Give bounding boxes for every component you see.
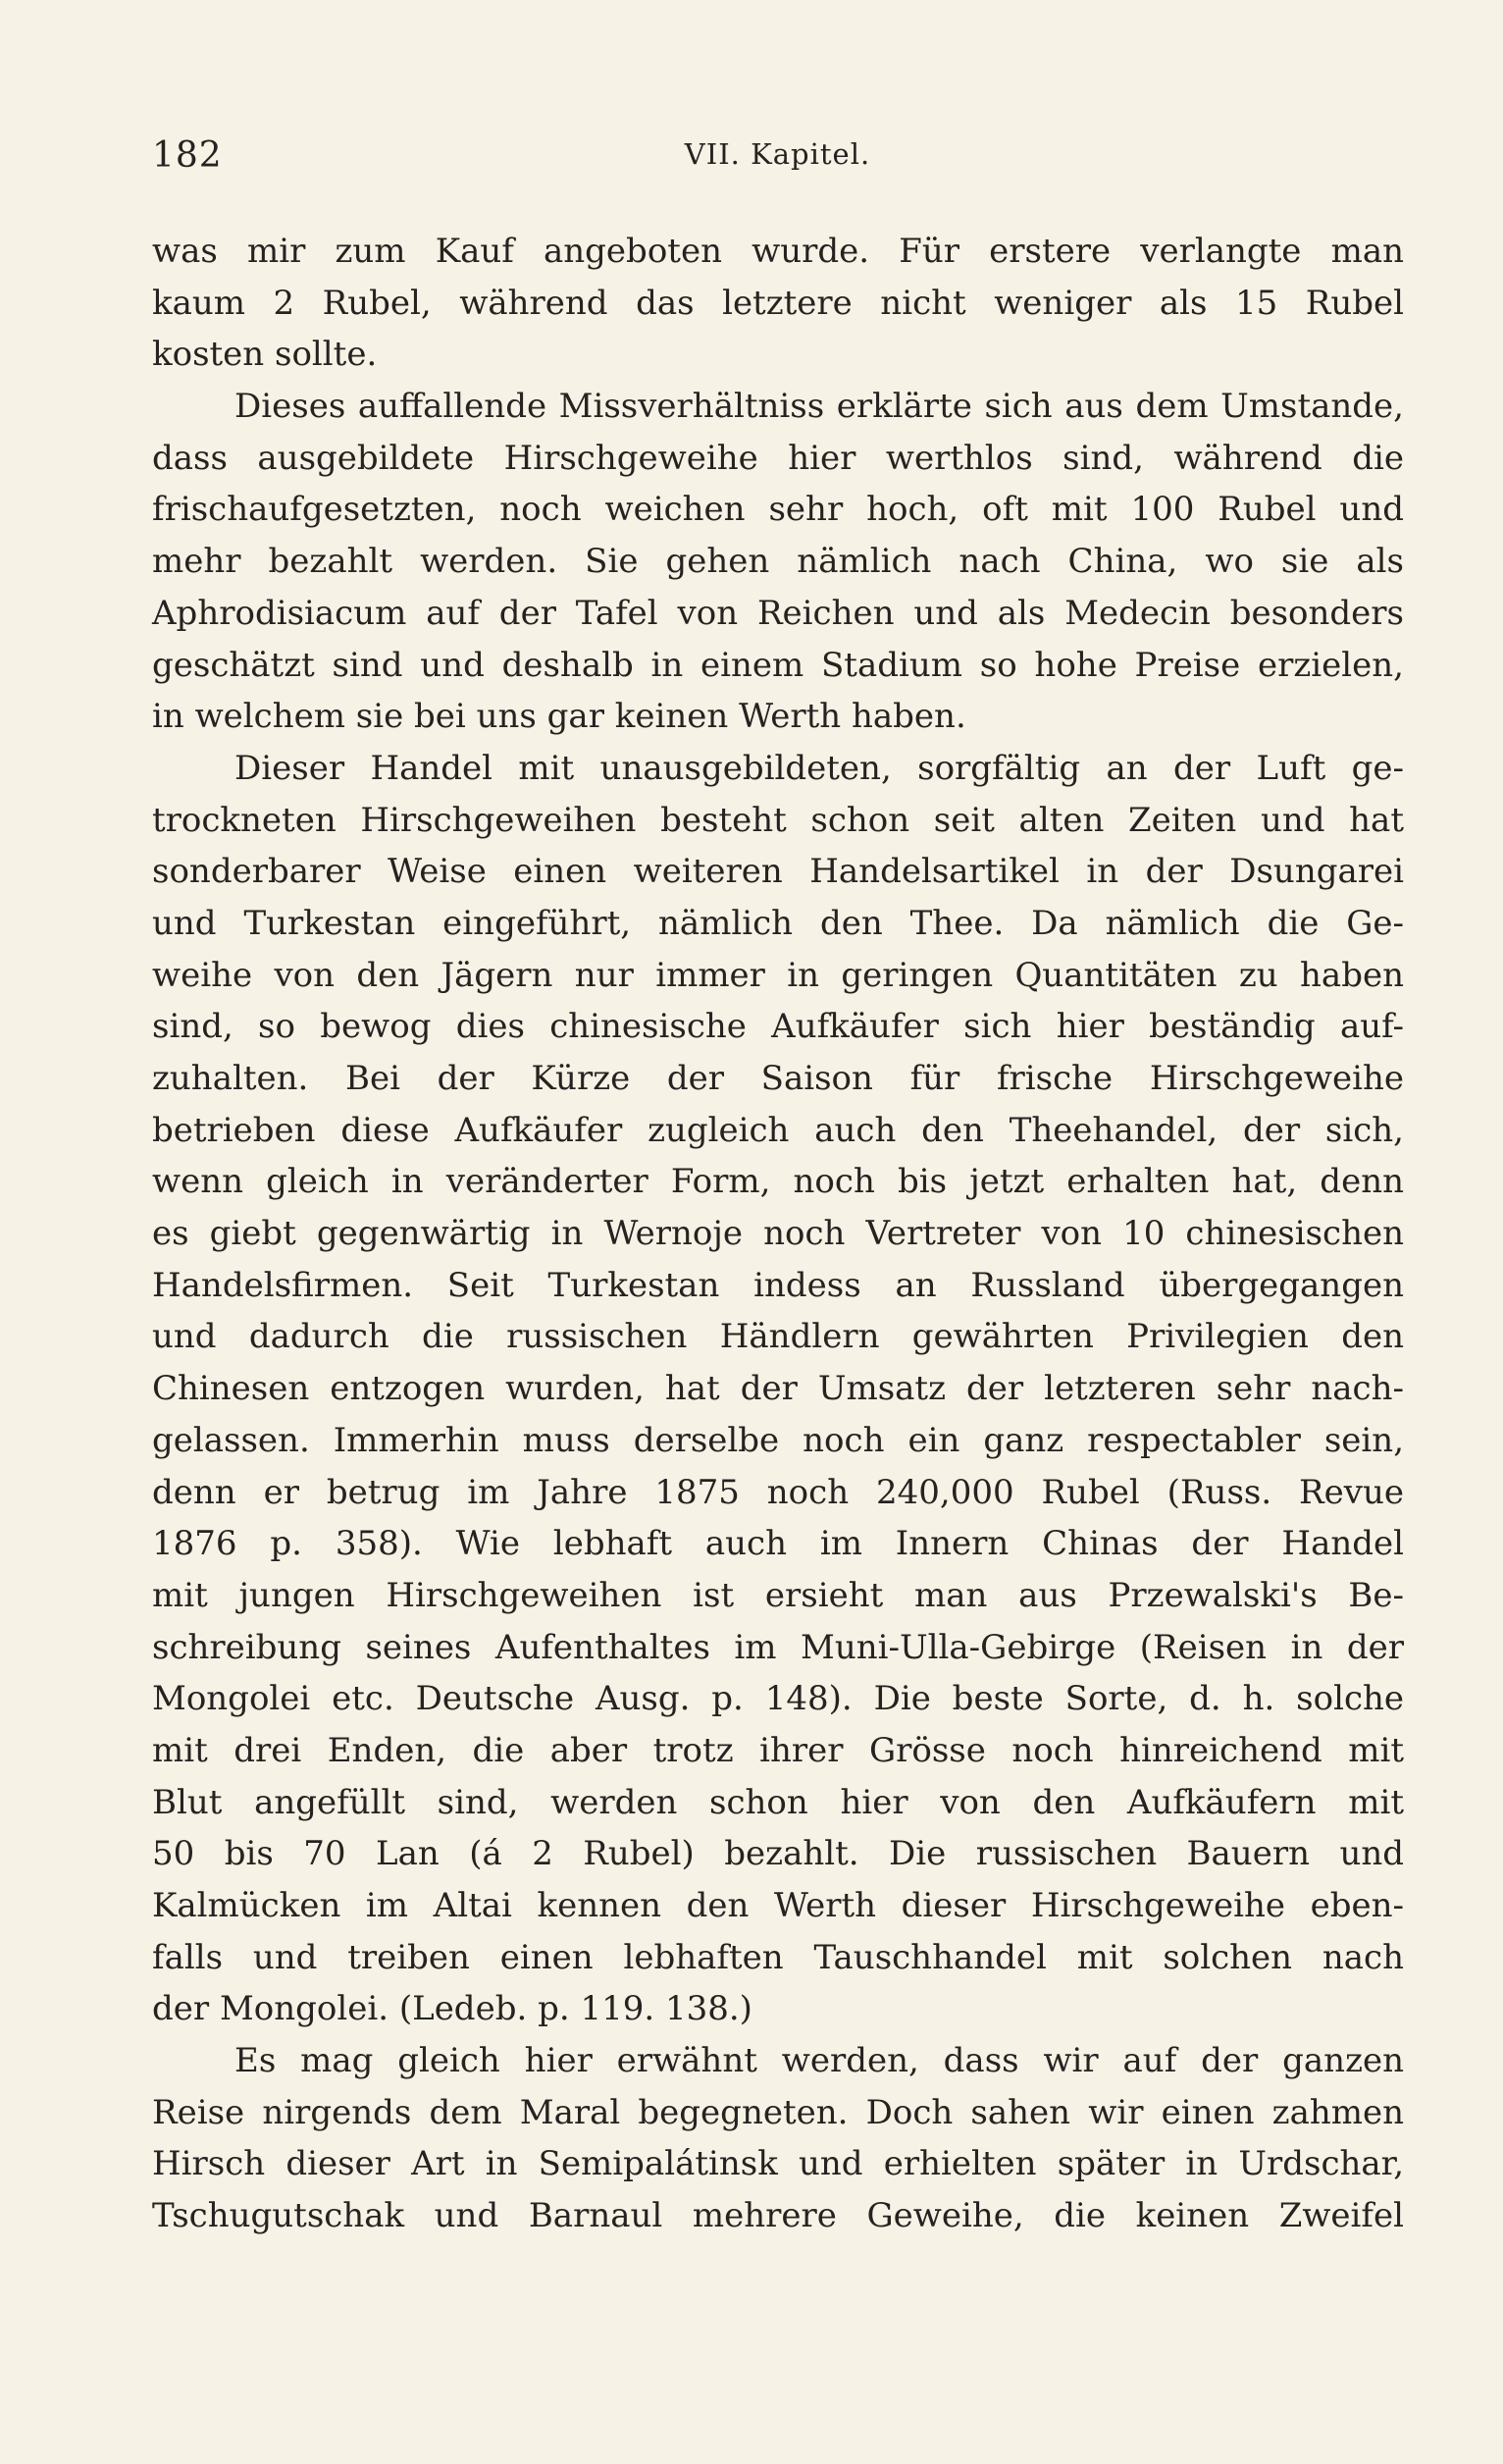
- text-line: wenn gleich in veränderter Form, noch bis jetzt erhalten hat, denn: [152, 1162, 1404, 1202]
- running-head: VII. Kapitel.: [684, 137, 871, 171]
- text-line: was mir zum Kauf angeboten wurde. Für erstere verlangte man: [152, 232, 1404, 271]
- text-line: gelassen. Immerhin muss derselbe noch ein ganz respectabler sein,: [152, 1420, 1404, 1460]
- text-line: Tschugutschak und Barnaul mehrere Geweihe, die keinen Zweifel: [152, 2196, 1404, 2236]
- text-line: 50 bis 70 Lan (á 2 Rubel) bezahlt. Die russischen Bauern und: [152, 1834, 1404, 1874]
- text-line: mit jungen Hirschgeweihen ist ersieht man aus Przewalski's Be-: [152, 1575, 1404, 1615]
- text-line: und dadurch die russischen Händlern gewährten Privilegien den: [152, 1317, 1404, 1357]
- text-line: trockneten Hirschgeweihen besteht schon seit alten Zeiten und hat: [152, 800, 1404, 840]
- page-header: [152, 135, 1403, 184]
- text-line: sonderbarer Weise einen weiteren Handelsartikel in der Dsungarei: [152, 852, 1404, 892]
- text-line: schreibung seines Aufenthaltes im Muni-Ulla-Gebirge (Reisen in der: [152, 1627, 1404, 1667]
- text-line: Es mag gleich hier erwähnt werden, dass wir auf der ganzen: [234, 2041, 1404, 2081]
- text-line: Kalmücken im Altai kennen den Werth dieser Hirschgeweihe eben-: [152, 1886, 1404, 1925]
- text-line: mit drei Enden, die aber trotz ihrer Grösse noch hinreichend mit: [152, 1730, 1404, 1770]
- text-line: und Turkestan eingeführt, nämlich den Thee. Da nämlich die Ge-: [152, 903, 1404, 943]
- text-line: zuhalten. Bei der Kürze der Saison für frische Hirschgeweihe: [152, 1059, 1404, 1098]
- text-line: mehr bezahlt werden. Sie gehen nämlich nach China, wo sie als: [152, 542, 1404, 582]
- text-line: Mongolei etc. Deutsche Ausg. p. 148). Die beste Sorte, d. h. solche: [152, 1679, 1404, 1719]
- text-line: Hirsch dieser Art in Semipalátinsk und erhielten später in Urdschar,: [152, 2144, 1404, 2184]
- text-line: es giebt gegenwärtig in Wernoje noch Vertreter von 10 chinesischen: [152, 1214, 1404, 1254]
- text-line: kosten sollte.: [152, 335, 378, 375]
- text-line: denn er betrug im Jahre 1875 noch 240,000 Rubel (Russ. Revue: [152, 1472, 1404, 1512]
- text-line: falls und treiben einen lebhaften Tauschhandel mit solchen nach: [152, 1937, 1404, 1977]
- text-line: geschätzt sind und deshalb in einem Stadium so hohe Preise erzielen,: [152, 645, 1404, 685]
- text-line: in welchem sie bei uns gar keinen Werth haben.: [152, 697, 966, 737]
- text-line: sind, so bewog dies chinesische Aufkäufer sich hier beständig auf-: [152, 1007, 1404, 1047]
- text-line: Reise nirgends dem Maral begegneten. Doch sahen wir einen zahmen: [152, 2092, 1404, 2132]
- text-line: Blut angefüllt sind, werden schon hier von den Aufkäufern mit: [152, 1782, 1404, 1822]
- text-line: Aphrodisiacum auf der Tafel von Reichen und als Medecin besonders: [152, 593, 1404, 633]
- body-text: [152, 226, 1404, 2242]
- text-line: weihe von den Jägern nur immer in geringen Quantitäten zu haben: [152, 955, 1404, 995]
- text-line: kaum 2 Rubel, während das letztere nicht weniger als 15 Rubel: [152, 283, 1404, 323]
- text-line: Dieses auffallende Missverhältniss erklärte sich aus dem Umstande,: [234, 387, 1404, 427]
- text-line: Chinesen entzogen wurden, hat der Umsatz der letzteren sehr nach-: [152, 1369, 1404, 1409]
- text-line: der Mongolei. (Ledeb. p. 119. 138.): [152, 1989, 752, 2029]
- text-line: dass ausgebildete Hirschgeweihe hier werthlos sind, während die: [152, 438, 1404, 478]
- text-line: betrieben diese Aufkäufer zugleich auch den Theehandel, der sich,: [152, 1110, 1404, 1150]
- text-line: frischaufgesetzten, noch weichen sehr hoch, oft mit 100 Rubel und: [152, 490, 1404, 530]
- text-line: Dieser Handel mit unausgebildeten, sorgfältig an der Luft ge-: [234, 748, 1404, 788]
- page-number: 182: [152, 135, 223, 176]
- text-line: 1876 p. 358). Wie lebhaft auch im Innern Chinas der Handel: [152, 1524, 1404, 1564]
- text-line: Handelsfirmen. Seit Turkestan indess an Russland übergegangen: [152, 1265, 1404, 1305]
